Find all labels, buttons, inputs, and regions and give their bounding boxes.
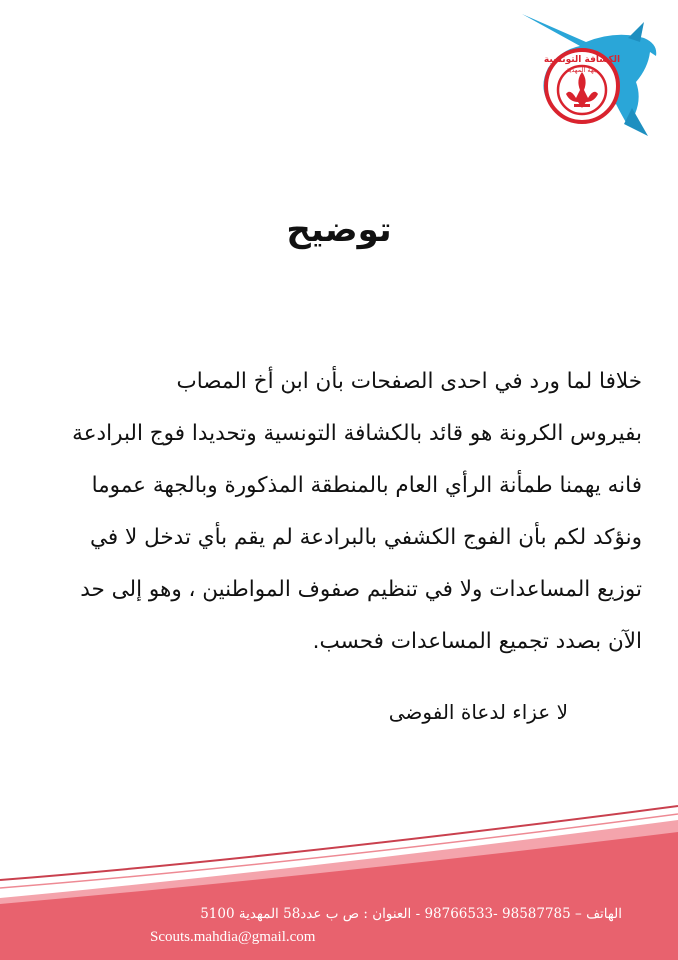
body-line: الآن بصدد تجميع المساعدات فحسب. [312,629,642,654]
statement-body [36,356,642,668]
body-line: توزيع المساعدات ولا في تنظيم صفوف المواطنين ، وهو إلى حد [80,577,642,602]
body-line: فانه يهمنا طمأنة الرأي العام بالمنطقة المذكورة وبالجهة عموما [91,473,642,498]
logo-text-bottom: جهة المهدية [566,66,598,74]
swordfish-emblem-icon [516,8,666,140]
logo-text-top: الكشافة التونسية [543,55,621,65]
body-line: خلافا لما ورد في احدى الصفحات بأن ابن أخ المصاب [176,369,642,394]
footer-contact: الهاتف – 98587785 -98766533 - العنوان : ص ب عدد58 المهدية 5100 [200,906,622,922]
body-line: بفيروس الكرونة هو قائد بالكشافة التونسية وتحديدا فوج البرادعة [72,421,642,446]
footer-email[interactable]: Scouts.mahdia@gmail.com [150,929,316,945]
page-title: توضيح [286,210,392,250]
scouts-logo [516,8,666,140]
body-line: ونؤكد لكم بأن الفوج الكشفي بالبرادعة لم يقم بأي تدخل لا في [89,525,642,550]
closing-statement: لا عزاء لدعاة الفوضى [388,700,568,724]
